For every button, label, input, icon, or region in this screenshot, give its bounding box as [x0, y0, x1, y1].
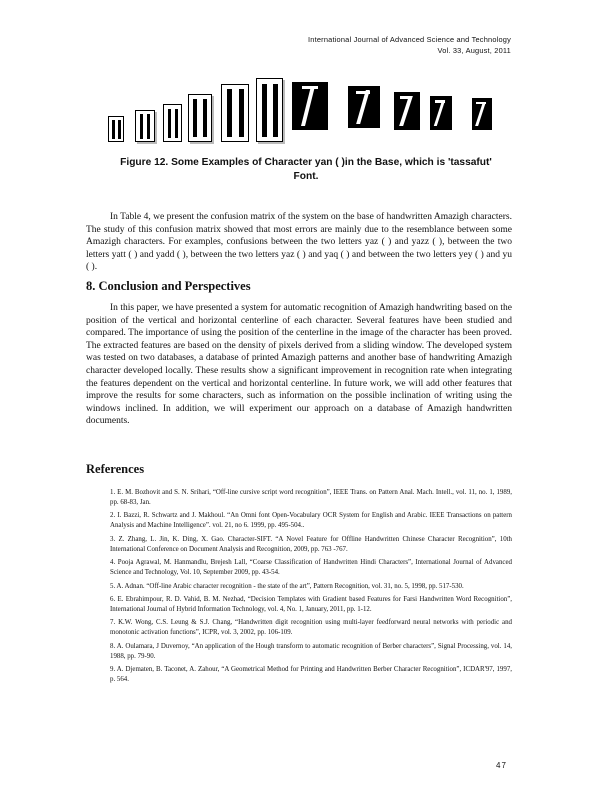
- conclusion-paragraph: [86, 302, 512, 428]
- figure-caption-line-2: Font.: [293, 171, 319, 182]
- reference-item: 8. A. Oulamara, J Duvernoy, “An application of the Hough transform to automatic recognition of Berber characters”, Signal Processing, vol. 14, 1988, pp. 79-90.: [110, 642, 512, 660]
- character-image-8: [348, 86, 380, 128]
- reference-item: 3. Z. Zhang, L. Jin, K. Ding, X. Gao. Character-SIFT. “A Novel Feature for Offline Handwritten Chinese Character Recognition”, 10th International Conference on Document Analysis and Recognition, 2009, pp. 763 -767.: [110, 535, 512, 553]
- reference-item: 7. K.W. Wong, C.S. Leung & S.J. Chang, “Handwritten digit recognition using multi-layer feedforward neural networks with periodic and monotonic activation functions”, ICPR, vol. 3, 2002, pp. 106-109.: [110, 619, 512, 637]
- character-image-6: [256, 78, 283, 142]
- reference-item: 5. A. Adnan. “Off-line Arabic character recognition - the state of the art”, Pattern Recognition, vol. 31, no. 5, 1998, pp. 517-530.: [110, 582, 464, 590]
- character-image-9: [394, 92, 420, 130]
- character-image-4: [188, 94, 212, 142]
- journal-volume: Vol. 33, August, 2011: [437, 46, 511, 55]
- character-image-3: [163, 104, 182, 142]
- character-image-7: [292, 82, 328, 130]
- reference-item: 9. A. Djematen, B. Taconet, A. Zahour, “A Geometrical Method for Printing and Handwritten Berber Character Recognition”, ICDAR'97, 1997, p. 564.: [110, 665, 512, 683]
- conclusion-text: In this paper, we have presented a system for automatic recognition of Amazigh handwriting based on the position of the vertical and horizontal centerline of each character. Several features have been studied and compared. The importance of using the position of the centerline in the image of the character has been proved. The extracted features are based on the density of pixels derived from a sliding window. The developed system was tested on two databases, a database of printed Amazigh patterns and another base of handwriting Amazigh character developed locally. These results show a significant improvement in recognition rate when integrating the features dependent on the vertical and horizontal centerline. In future work, we will add other features that improve the results for some characters, such as information on the possible inclination of writing using the windows inclined. In addition, we will experiment our approach on a database of Amazigh handwritten documents.: [86, 303, 512, 427]
- character-image-2: [135, 110, 155, 142]
- journal-name: International Journal of Advanced Science and Technology: [308, 35, 511, 44]
- figure-caption: [86, 156, 526, 184]
- section-heading-conclusion: 8. Conclusion and Perspectives: [86, 279, 251, 293]
- running-header: [308, 34, 511, 56]
- character-examples-figure: [96, 76, 516, 148]
- character-image-5: [221, 84, 249, 142]
- reference-item: 1. E. M. Bozhovit and S. N. Srihari, “Off-line cursive script word recognition”, IEEE Trans. on Pattern Anal. Mach. Intell., vol. 11, no. 1, 1989, pp. 68-83, Jan.: [110, 489, 512, 507]
- section-heading-references: References: [86, 462, 145, 476]
- confusion-matrix-paragraph: [86, 211, 512, 274]
- character-image-10: [430, 96, 452, 130]
- page-number: 47: [496, 761, 507, 770]
- character-image-11: [472, 98, 492, 130]
- character-image-1: [108, 116, 124, 142]
- figure-caption-line-1: Figure 12. Some Examples of Character yan ( )in the Base, which is 'tassafut': [120, 157, 492, 168]
- reference-list: [110, 488, 512, 688]
- confusion-matrix-text: In Table 4, we present the confusion matrix of the system on the base of handwritten Amazigh characters. The study of this confusion matrix showed that most errors are mainly due to the resemblance between some Amazigh characters. For examples, confusions between the two letters yaz ( ) and yazz ( ), between the two letters yatt ( ) and yadd ( ), between the two letters yaz ( ) and yaq ( ) and between the two letters yey ( ) and yu ( ).: [86, 212, 512, 273]
- reference-item: 4. Pooja Agrawal, M. Hanmandlu, Brejesh Lall, “Coarse Classification of Handwritten Hindi Characters”, International Journal of Advanced Science and Technology, Vol. 10, September 2009, pp. 43-54.: [110, 559, 512, 577]
- reference-item: 2. I. Bazzi, R. Schwartz and J. Makhoul. “An Omni font Open-Vocabulary OCR System for English and Arabic. IEEE Transactions on pattern Analysis and Machine Intelligence”. vol. 21, no 6. 1999, pp. 495-504..: [110, 512, 512, 530]
- reference-item: 6. E. Ebrahimpour, R. D. Vahid, B. M. Nezhad, “Decision Templates with Gradient based Features for Farsi Handwritten Word Recognition”, International Journal of Hybrid Information Technology, vol. 4, No. 1, January, 2011, pp. 1-12.: [110, 595, 512, 613]
